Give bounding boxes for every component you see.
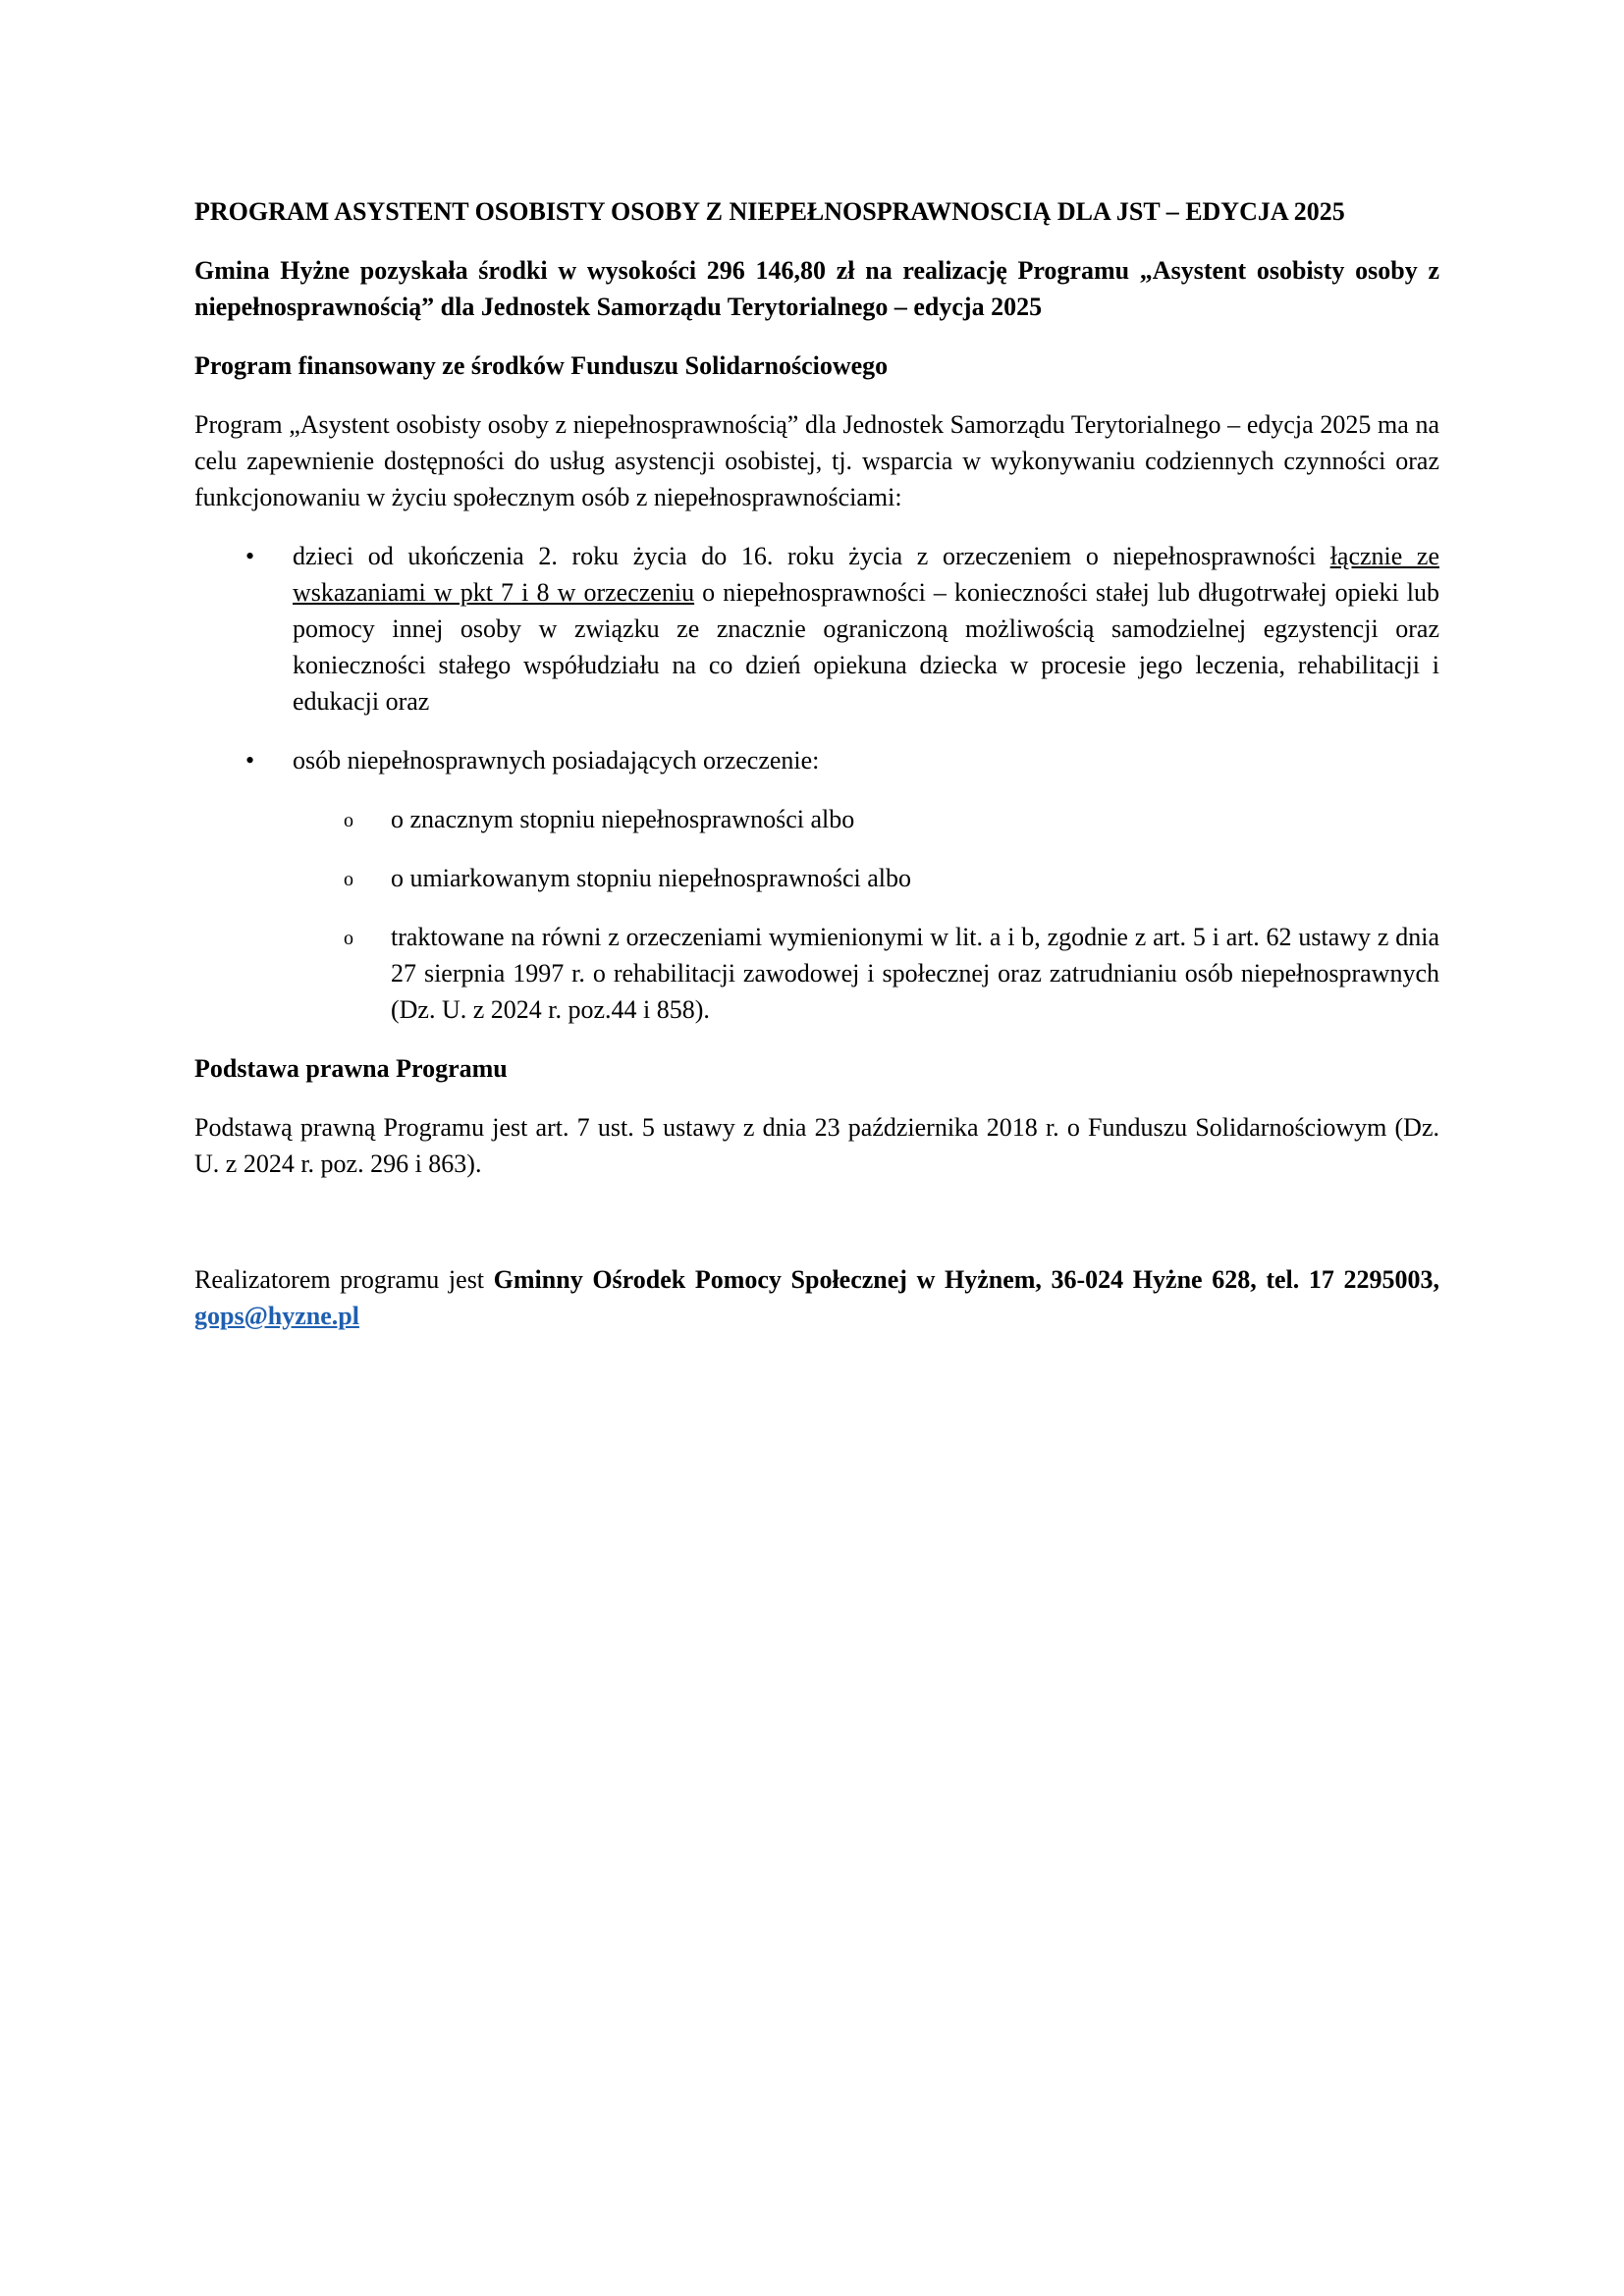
list-item	[194, 538, 1439, 720]
funding-source-heading: Program finansowany ze środków Funduszu Solidarnościowego	[194, 351, 889, 380]
sub-list	[293, 801, 1439, 1028]
legal-basis-text: Podstawą prawną Programu jest art. 7 ust. 5 ustawy z dnia 23 października 2018 r. o Funduszu Solidarnościowym (Dz. U. z 2024 r. poz. 296 i 863).	[194, 1113, 1439, 1178]
list-item-text: o niepełnosprawności – konieczności stałej lub długotrwałej opieki lub pomocy innej osoby w związku ze znacznie ograniczoną możliwością samodzielnej egzystencji oraz konieczności stałego współudziału na co dzień opiekuna dziecka w procesie jego leczenia, rehabilitacji i edukacji oraz	[293, 578, 1439, 716]
sub-list-item	[293, 860, 1439, 896]
sub-list-item-text: o znacznym stopniu niepełnosprawności albo	[391, 805, 855, 833]
eligibility-list	[194, 538, 1439, 1028]
implementer-name: Gminny Ośrodek Pomocy Społecznej w Hyżnem, 36-024 Hyżne 628, tel. 17 2295003,	[493, 1265, 1440, 1294]
underlined-text: łącznie ze wskazaniami w pkt 7 i 8 w orzeczeniu	[293, 542, 1440, 607]
funding-notice: Gmina Hyżne pozyskała środki w wysokości 296 146,80 zł na realizację Programu „Asystent osobisty osoby z niepełnosprawnością” dla Jednostek Samorządu Terytorialnego – edycja 2025	[194, 256, 1439, 321]
list-item-text: dzieci od ukończenia 2. roku życia do 16. roku życia z orzeczeniem o niepełnosprawności	[293, 542, 1330, 570]
implementer-prefix: Realizatorem programu jest	[194, 1265, 494, 1294]
email-link[interactable]: gops@hyzne.pl	[194, 1302, 359, 1330]
legal-basis-heading: Podstawa prawna Programu	[194, 1054, 508, 1083]
document-page	[194, 193, 1439, 1357]
circle-bullet-icon: o	[344, 810, 353, 831]
sub-list-item-text: o umiarkowanym stopniu niepełnosprawności albo	[391, 864, 912, 892]
document-title: PROGRAM ASYSTENT OSOBISTY OSOBY Z NIEPEŁNOSPRAWNOSCIĄ DLA JST – EDYCJA 2025	[194, 197, 1345, 226]
bullet-icon: •	[245, 746, 255, 774]
sub-list-item	[293, 801, 1439, 837]
intro-paragraph: Program „Asystent osobisty osoby z niepełnosprawnością” dla Jednostek Samorządu Terytorialnego – edycja 2025 ma na celu zapewnienie dostępności do usług asystencji osobistej, tj. wsparcia w wykonywaniu codziennych czynności oraz funkcjonowaniu w życiu społecznym osób z niepełnosprawnościami:	[194, 410, 1439, 511]
bullet-icon: •	[245, 542, 255, 570]
spacer	[194, 1204, 1439, 1261]
implementer-paragraph	[194, 1261, 1439, 1334]
circle-bullet-icon: o	[344, 869, 353, 890]
sub-list-item	[293, 919, 1439, 1028]
circle-bullet-icon: o	[344, 928, 353, 949]
sub-list-item-text: traktowane na równi z orzeczeniami wymienionymi w lit. a i b, zgodnie z art. 5 i art. 62 ustawy z dnia 27 sierpnia 1997 r. o rehabilitacji zawodowej i społecznej oraz zatrudnianiu osób niepełnosprawnych (Dz. U. z 2024 r. poz.44 i 858).	[391, 923, 1439, 1024]
list-item	[194, 742, 1439, 1028]
list-item-text: osób niepełnosprawnych posiadających orzeczenie:	[293, 746, 820, 774]
